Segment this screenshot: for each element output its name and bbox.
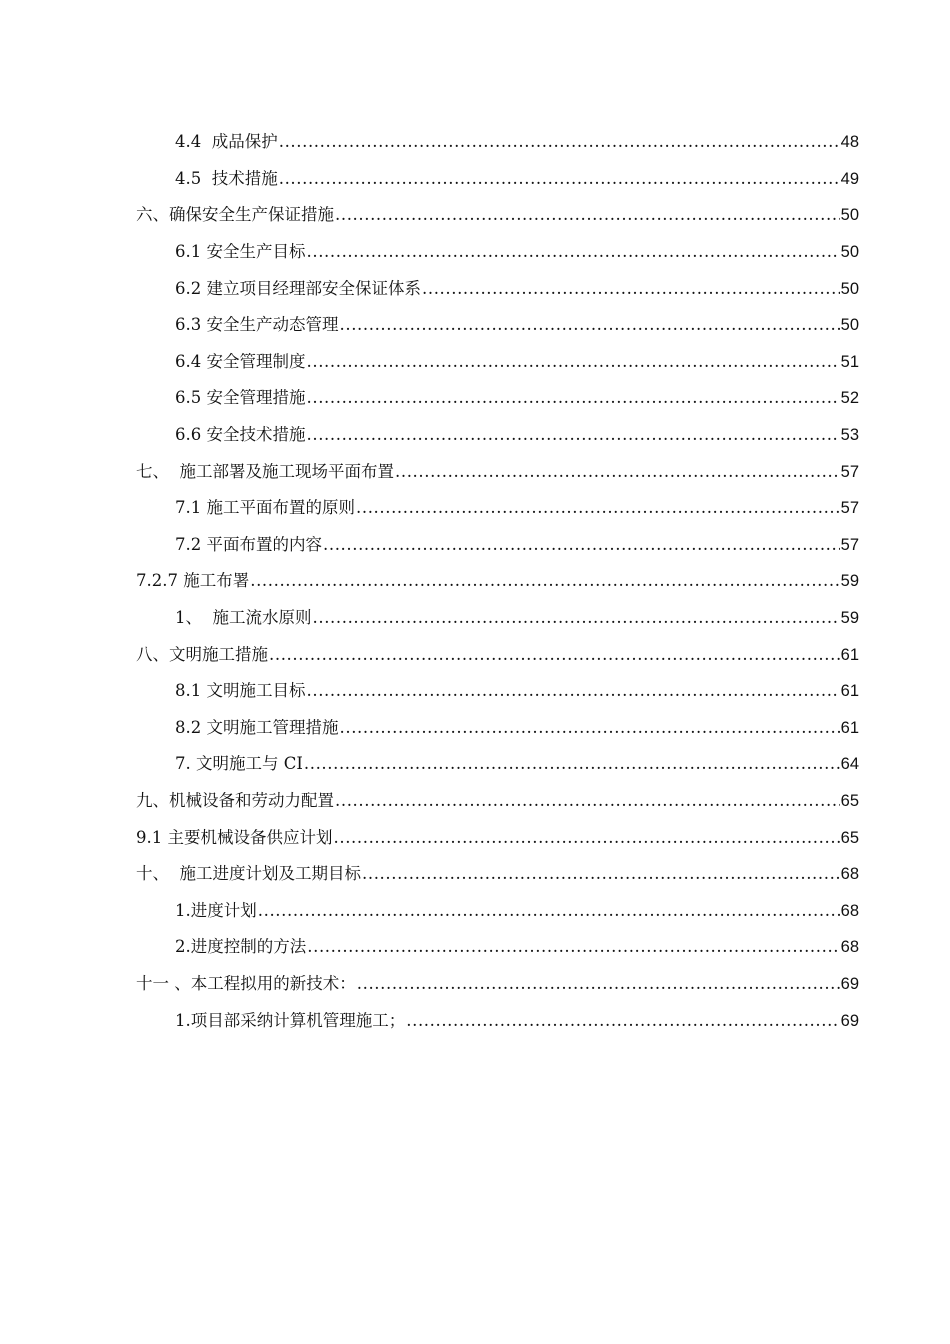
toc-entry-page: 49	[840, 169, 859, 188]
toc-entry[interactable]	[0, 600, 950, 637]
dot-leader	[258, 901, 840, 921]
dot-leader	[307, 937, 839, 957]
toc-entry[interactable]	[0, 710, 950, 747]
toc-entry-title: 7.2.7 施工布署	[136, 571, 250, 591]
toc-entry-title: 1、 施工流水原则	[175, 608, 312, 628]
toc-entry-page: 57	[840, 462, 859, 481]
toc-entry-title: 七、 施工部署及施工现场平面布置	[136, 461, 394, 481]
toc-entry-title: 7.1 施工平面布置的原则	[175, 498, 355, 518]
toc-entry[interactable]	[0, 490, 950, 527]
toc-entry-title: 6.5 安全管理措施	[175, 388, 306, 408]
toc-entry-page: 53	[840, 426, 859, 445]
toc-entry-page: 50	[840, 243, 859, 262]
dot-leader	[340, 315, 840, 335]
toc-entry-title: 6.4 安全管理制度	[175, 351, 306, 371]
toc-entry[interactable]	[0, 453, 950, 490]
toc-entry-title: 1.进度计划	[175, 900, 257, 920]
toc-entry[interactable]	[0, 161, 950, 198]
dot-leader	[356, 498, 840, 518]
toc-entry-title: 6.3 安全生产动态管理	[175, 315, 339, 335]
toc-entry-page: 51	[840, 352, 859, 371]
dot-leader	[422, 279, 840, 299]
toc-entry[interactable]	[0, 673, 950, 710]
dot-leader	[334, 828, 840, 848]
toc-entry-page: 68	[840, 901, 859, 920]
dot-leader	[357, 974, 840, 994]
toc-entry-page: 65	[840, 791, 859, 810]
toc-entry-title: 8.1 文明施工目标	[175, 681, 306, 701]
toc-entry-title: 8.2 文明施工管理措施	[175, 717, 339, 737]
toc-entry[interactable]	[0, 929, 950, 966]
toc-entry-page: 50	[840, 206, 859, 225]
dot-leader	[307, 388, 840, 408]
toc-entry-page: 68	[840, 865, 859, 884]
toc-entry-title: 4.5 技术措施	[175, 168, 278, 188]
toc-entry[interactable]	[0, 234, 950, 271]
toc-entry-page: 65	[840, 828, 859, 847]
toc-entry-page: 61	[840, 718, 859, 737]
toc-entry[interactable]	[0, 307, 950, 344]
toc-entry-page: 48	[840, 133, 859, 152]
toc-entry-title: 7.2 平面布置的内容	[175, 534, 322, 554]
dot-leader	[279, 169, 840, 189]
toc-entry-title: 7. 文明施工与 CI	[175, 754, 303, 774]
toc-entry-page: 52	[840, 389, 859, 408]
toc-entry[interactable]	[0, 197, 950, 234]
toc-entry[interactable]	[0, 124, 950, 161]
toc-entry[interactable]	[0, 636, 950, 673]
toc-entry[interactable]	[0, 819, 950, 856]
toc-entry[interactable]	[0, 1002, 950, 1039]
toc-entry-page: 59	[840, 609, 859, 628]
dot-leader	[335, 791, 840, 811]
toc-entry-page: 68	[840, 938, 859, 957]
toc-entry-title: 1.项目部采纳计算机管理施工；	[175, 1010, 406, 1030]
dot-leader	[406, 1011, 839, 1031]
dot-leader	[307, 352, 840, 372]
toc-entry-page: 61	[840, 682, 859, 701]
dot-leader	[307, 242, 840, 262]
toc-entry[interactable]	[0, 892, 950, 929]
toc-entry-title: 九、机械设备和劳动力配置	[136, 790, 334, 810]
toc-entry[interactable]	[0, 746, 950, 783]
toc-entry[interactable]	[0, 380, 950, 417]
dot-leader	[307, 425, 840, 445]
toc-entry-page: 64	[840, 755, 859, 774]
toc-entry[interactable]	[0, 783, 950, 820]
toc-entry-title: 2.进度控制的方法	[175, 937, 307, 957]
toc-entry[interactable]	[0, 966, 950, 1003]
toc-entry-title: 6.2 建立项目经理部安全保证体系	[175, 278, 421, 298]
toc-entry[interactable]	[0, 527, 950, 564]
dot-leader	[250, 571, 839, 591]
toc-entry-title: 八、文明施工措施	[136, 644, 268, 664]
dot-leader	[335, 205, 840, 225]
toc-entry-page: 57	[840, 535, 859, 554]
toc-entry[interactable]	[0, 563, 950, 600]
toc-entry[interactable]	[0, 270, 950, 307]
toc-entry[interactable]	[0, 344, 950, 381]
toc-entry-page: 50	[840, 316, 859, 335]
toc-entry-page: 61	[840, 645, 859, 664]
dot-leader	[307, 681, 840, 701]
toc-entry[interactable]	[0, 417, 950, 454]
toc-entry-title: 十、 施工进度计划及工期目标	[136, 864, 361, 884]
dot-leader	[304, 754, 840, 774]
dot-leader	[323, 535, 840, 555]
dot-leader	[279, 132, 840, 152]
toc-entry-page: 69	[840, 1011, 859, 1030]
dot-leader	[362, 864, 840, 884]
toc-entry-title: 6.1 安全生产目标	[175, 242, 306, 262]
dot-leader	[340, 718, 840, 738]
dot-leader	[395, 462, 840, 482]
dot-leader	[269, 645, 840, 665]
toc-entry-title: 4.4 成品保护	[175, 132, 278, 152]
toc-entry-title: 9.1 主要机械设备供应计划	[136, 827, 333, 847]
dot-leader	[313, 608, 840, 628]
toc-entry-title: 十一 、本工程拟用的新技术：	[136, 973, 356, 993]
toc-entry-page: 50	[840, 279, 859, 298]
toc-entry-page: 57	[840, 499, 859, 518]
toc-entry-title: 6.6 安全技术措施	[175, 425, 306, 445]
toc-entry-title: 六、确保安全生产保证措施	[136, 205, 334, 225]
toc-entry[interactable]	[0, 856, 950, 893]
toc-entry-page: 69	[840, 974, 859, 993]
toc-entry-page: 59	[840, 572, 859, 591]
table-of-contents	[0, 124, 950, 1039]
